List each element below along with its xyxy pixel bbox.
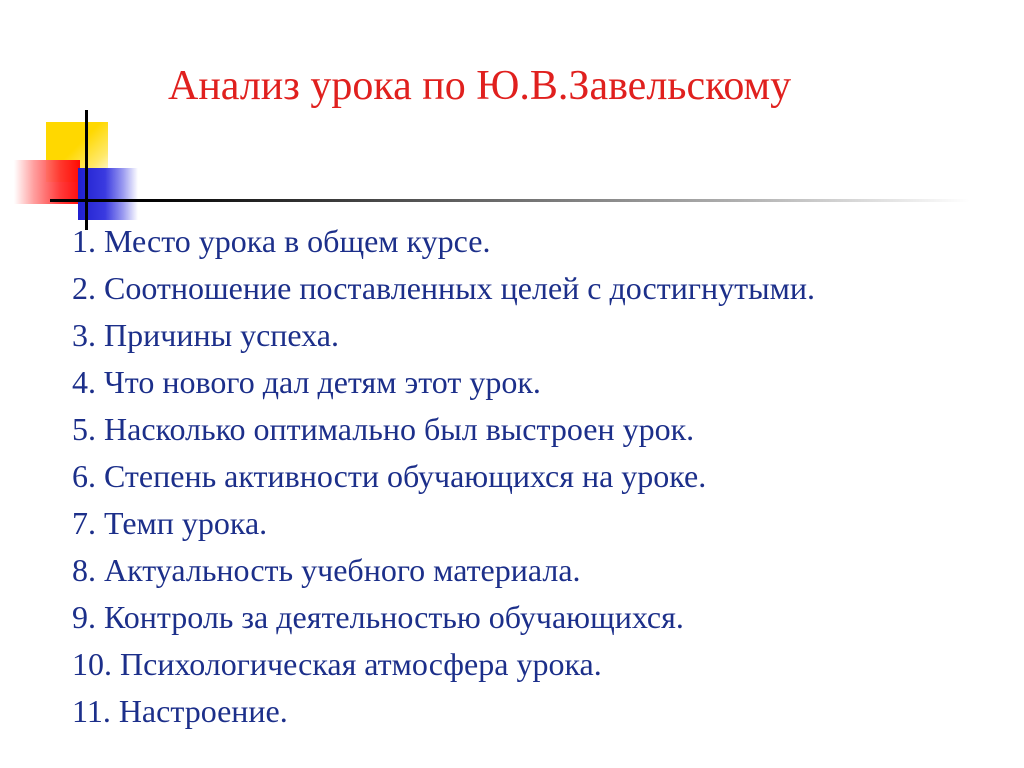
list-item	[72, 218, 972, 265]
list-item-text: Психологическая атмосфера урока.	[120, 646, 602, 682]
list-item-number: 1.	[72, 223, 96, 259]
list-item-number: 3.	[72, 317, 96, 353]
list-item	[72, 265, 972, 312]
list-item	[72, 453, 972, 500]
list-item-number: 2.	[72, 270, 96, 306]
list-item-text: Настроение.	[118, 693, 288, 729]
list-item-number: 10.	[72, 646, 112, 682]
list-item-text: Актуальность учебного материала.	[104, 552, 581, 588]
list-item-number: 7.	[72, 505, 96, 541]
list-item-text: Что нового дал детям этот урок.	[104, 364, 541, 400]
list-item-text: Место урока в общем курсе.	[104, 223, 491, 259]
lesson-analysis-list	[72, 218, 972, 735]
slide-title: Анализ урока по Ю.В.Завельскому	[168, 63, 792, 109]
list-item-text: Причины успеха.	[104, 317, 339, 353]
list-item	[72, 641, 972, 688]
list-item-text: Темп урока.	[104, 505, 268, 541]
list-item	[72, 688, 972, 735]
list-item	[72, 312, 972, 359]
list-item-text: Степень активности обучающихся на уроке.	[104, 458, 707, 494]
decorative-red-square	[14, 160, 80, 204]
list-item-text: Контроль за деятельностью обучающихся.	[104, 599, 684, 635]
list-item-number: 5.	[72, 411, 96, 447]
list-item	[72, 359, 972, 406]
list-item	[72, 594, 972, 641]
list-item-text: Соотношение поставленных целей с достигнутыми.	[104, 270, 815, 306]
list-item-number: 11.	[72, 693, 111, 729]
list-item-number: 8.	[72, 552, 96, 588]
list-item	[72, 406, 972, 453]
title-divider-line	[50, 199, 970, 202]
list-item-number: 6.	[72, 458, 96, 494]
decorative-vertical-line	[85, 110, 88, 230]
list-item	[72, 547, 972, 594]
list-item-number: 9.	[72, 599, 96, 635]
list-item-number: 4.	[72, 364, 96, 400]
list-item-text: Насколько оптимально был выстроен урок.	[104, 411, 695, 447]
list-item	[72, 500, 972, 547]
